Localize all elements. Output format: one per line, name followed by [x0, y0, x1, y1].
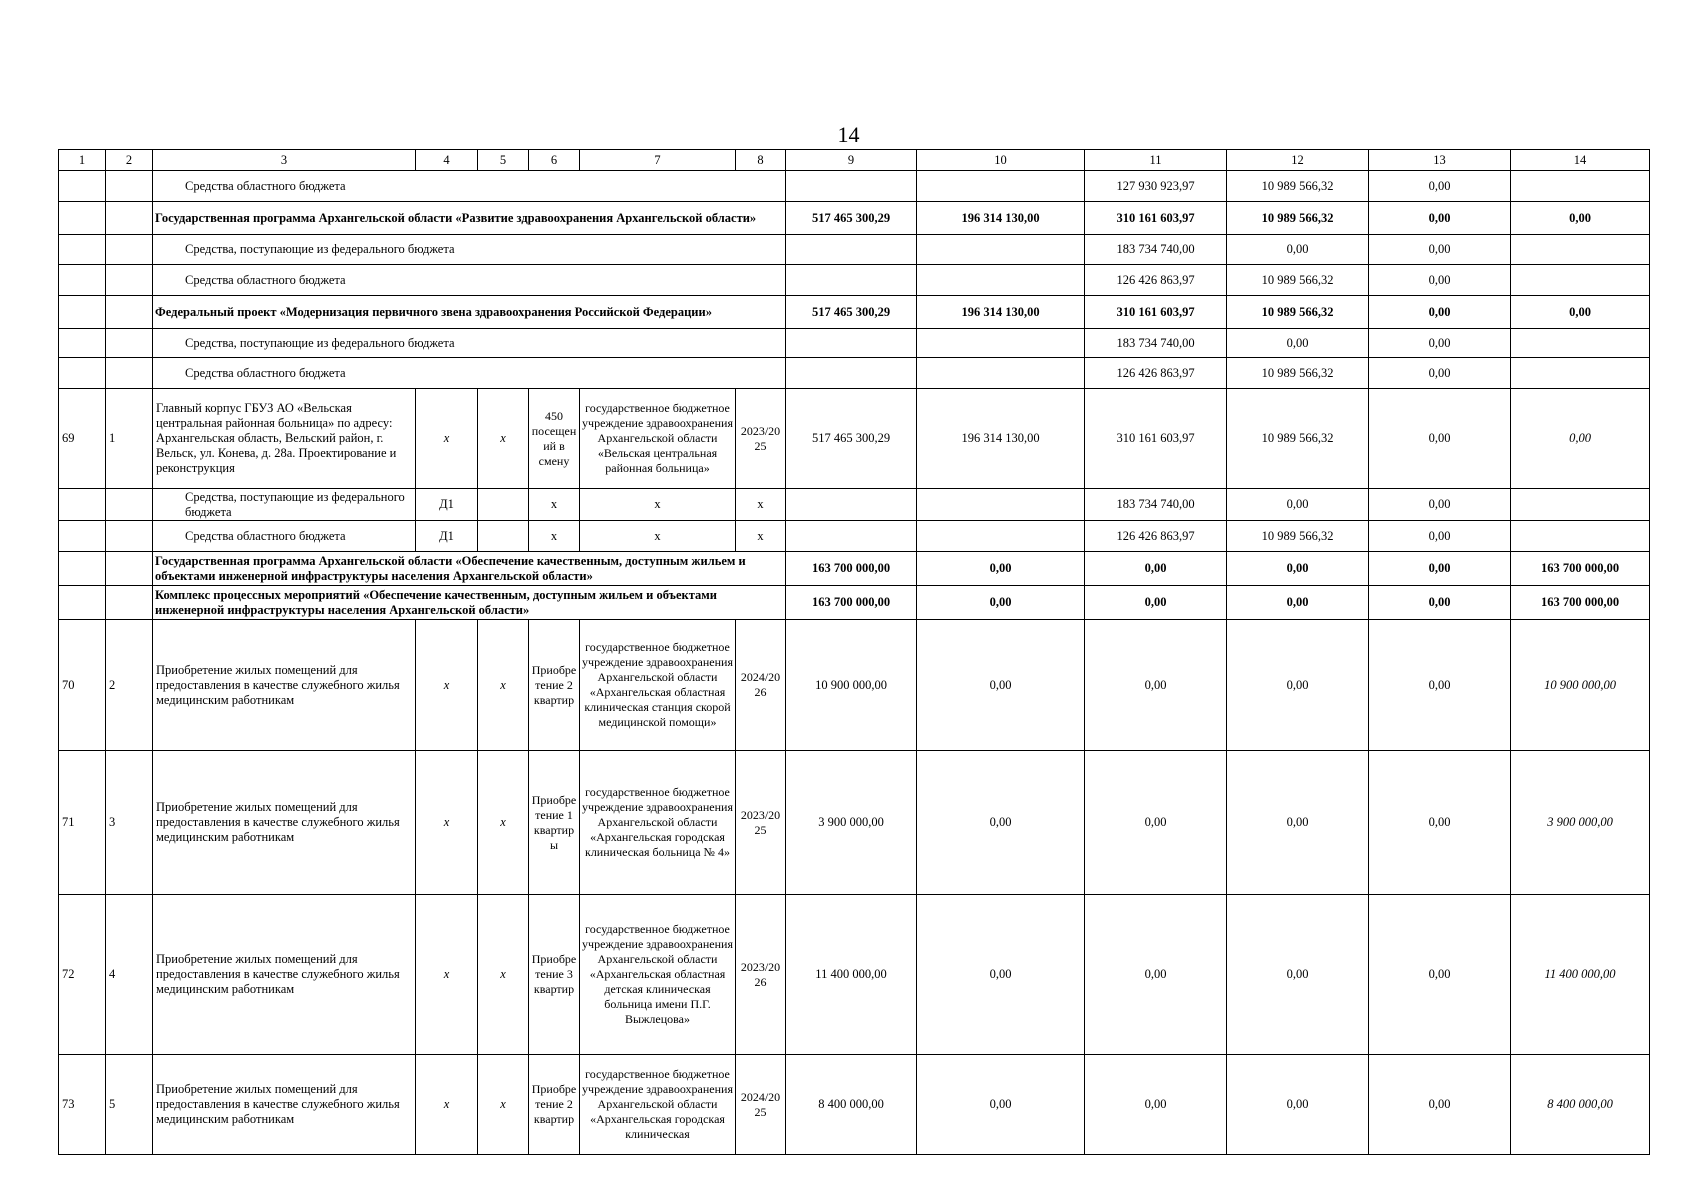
value-cell: 0,00 — [1227, 489, 1369, 521]
capacity: 450 посещений в смену — [529, 389, 580, 489]
value-cell: 3 900 000,00 — [786, 751, 917, 895]
value-cell: 163 700 000,00 — [786, 552, 917, 586]
item-number: 1 — [106, 389, 153, 489]
value-cell: 183 734 740,00 — [1085, 329, 1227, 358]
value-cell: 8 400 000,00 — [786, 1055, 917, 1155]
value-cell: 10 989 566,32 — [1227, 202, 1369, 235]
value-cell: 310 161 603,97 — [1085, 296, 1227, 329]
capacity: Приобретение 2 квартир — [529, 1055, 580, 1155]
value-cell: 3 900 000,00 — [1511, 751, 1650, 895]
header-cell: 1 — [59, 150, 106, 171]
value-cell: 0,00 — [1369, 235, 1511, 265]
header-cell: 3 — [153, 150, 416, 171]
header-row — [59, 150, 1650, 171]
value-cell: 0,00 — [917, 1055, 1085, 1155]
object-name: Приобретение жилых помещений для предоставления в качестве служебного жилья медицинским работникам — [153, 895, 416, 1055]
header-cell: 11 — [1085, 150, 1227, 171]
value-cell: 0,00 — [1085, 895, 1227, 1055]
value-cell: 0,00 — [1369, 751, 1511, 895]
header-cell: 6 — [529, 150, 580, 171]
row-label: Средства, поступающие из федерального бюджета — [153, 329, 786, 358]
value-cell: 0,00 — [1085, 552, 1227, 586]
value-cell: 183 734 740,00 — [1085, 235, 1227, 265]
value-cell: 0,00 — [1511, 389, 1650, 489]
row-number: 69 — [59, 389, 106, 489]
value-cell: 0,00 — [917, 895, 1085, 1055]
customer: государственное бюджетное учреждение здравоохранения Архангельской области «Архангельская областная детская клиническая больница имени П.Г. Выжлецова» — [580, 895, 736, 1055]
row-label: Государственная программа Архангельской области «Развитие здравоохранения Архангельской области» — [153, 202, 786, 235]
value-cell: 196 314 130,00 — [917, 296, 1085, 329]
object-name: Главный корпус ГБУЗ АО «Вельская центральная районная больница» по адресу: Архангельская область, Вельский район, г. Вельск, ул. Конева, д. 28а. Проектирование и реконструкция — [153, 389, 416, 489]
row-label: Средства, поступающие из федерального бюджета — [153, 235, 786, 265]
value-cell: 0,00 — [1227, 895, 1369, 1055]
value-cell: 0,00 — [1369, 265, 1511, 296]
value-cell: 127 930 923,97 — [1085, 171, 1227, 202]
table-row — [59, 329, 1650, 358]
object-name: Приобретение жилых помещений для предоставления в качестве служебного жилья медицинским работникам — [153, 751, 416, 895]
header-cell: 7 — [580, 150, 736, 171]
table-row: Средства, поступающие из федерального бюджета Д1 x x x 183 734 740,00 0,00 0,00 — [59, 489, 1650, 521]
value-cell: 0,00 — [1085, 586, 1227, 620]
object-name: Приобретение жилых помещений для предоставления в качестве служебного жилья медицинским работникам — [153, 620, 416, 751]
table-row: 71 3 Приобретение жилых помещений для предоставления в качестве служебного жилья медицинским работникам x x Приобретение 1 квартиры государственное бюджетное учреждение здравоохранения Архангельской области «Архангельская городская клиническая больница № 4» 2023/2025 3 900 000,00 0,00 0,00 0,00 0,00 3 900 000,00 — [59, 751, 1650, 895]
header-cell: 10 — [917, 150, 1085, 171]
value-cell: 0,00 — [1085, 620, 1227, 751]
header-cell: 5 — [478, 150, 529, 171]
value-cell: 0,00 — [1369, 552, 1511, 586]
customer: государственное бюджетное учреждение здравоохранения Архангельской области «Архангельская областная клиническая станция скорой медицинской помощи» — [580, 620, 736, 751]
value-cell: 310 161 603,97 — [1085, 389, 1227, 489]
value-cell: 196 314 130,00 — [917, 202, 1085, 235]
value-cell: 0,00 — [1227, 552, 1369, 586]
value-cell: 0,00 — [1369, 521, 1511, 552]
table-row — [59, 552, 1650, 586]
value-cell: 0,00 — [1511, 202, 1650, 235]
budget-table — [58, 149, 1650, 1155]
item-number: 3 — [106, 751, 153, 895]
period: 2023/2026 — [736, 895, 786, 1055]
value-cell: 517 465 300,29 — [786, 389, 917, 489]
table-row — [59, 171, 1650, 202]
value-cell: 0,00 — [1369, 489, 1511, 521]
value-cell: 0,00 — [1227, 329, 1369, 358]
object-name: Приобретение жилых помещений для предоставления в качестве служебного жилья медицинским работникам — [153, 1055, 416, 1155]
value-cell: 0,00 — [1227, 620, 1369, 751]
value-cell: 517 465 300,29 — [786, 202, 917, 235]
value-cell: 0,00 — [1227, 751, 1369, 895]
value-cell: 0,00 — [917, 620, 1085, 751]
row-label: Средства областного бюджета — [153, 521, 416, 552]
value-cell: 310 161 603,97 — [1085, 202, 1227, 235]
period: 2024/2026 — [736, 620, 786, 751]
table-row: 69 1 Главный корпус ГБУЗ АО «Вельская центральная районная больница» по адресу: Архангельская область, Вельский район, г. Вельск, ул. Конева, д. 28а. Проектирование и реконструкция x x 450 посещений в смену государственное бюджетное учреждение здравоохранения Архангельской области «Вельская центральная районная больница» 2023/2025 517 465 300,29 196 314 130,00 310 161 603,97 10 989 566,32 0,00 0,00 — [59, 389, 1650, 489]
value-cell: 0,00 — [1511, 296, 1650, 329]
header-cell: 8 — [736, 150, 786, 171]
customer: государственное бюджетное учреждение здравоохранения Архангельской области «Архангельская городская клиническая — [580, 1055, 736, 1155]
table-row — [59, 586, 1650, 620]
capacity: Приобретение 1 квартиры — [529, 751, 580, 895]
customer: государственное бюджетное учреждение здравоохранения Архангельской области «Вельская центральная районная больница» — [580, 389, 736, 489]
row-label: Средства областного бюджета — [153, 265, 786, 296]
value-cell: 10 900 000,00 — [1511, 620, 1650, 751]
value-cell: 0,00 — [1369, 329, 1511, 358]
value-cell: 0,00 — [1227, 586, 1369, 620]
period: 2023/2025 — [736, 389, 786, 489]
page-number: 14 — [837, 122, 860, 147]
value-cell: 0,00 — [1369, 171, 1511, 202]
item-number: 4 — [106, 895, 153, 1055]
value-cell: 0,00 — [1227, 235, 1369, 265]
value-cell: 10 989 566,32 — [1227, 171, 1369, 202]
value-cell: 0,00 — [1085, 751, 1227, 895]
capacity: Приобретение 2 квартир — [529, 620, 580, 751]
period: 2023/2025 — [736, 751, 786, 895]
table-row: 73 5 Приобретение жилых помещений для предоставления в качестве служебного жилья медицинским работникам x x Приобретение 2 квартир государственное бюджетное учреждение здравоохранения Архангельской области «Архангельская городская клиническая 2024/2025 8 400 000,00 0,00 0,00 0,00 0,00 8 400 000,00 — [59, 1055, 1650, 1155]
value-cell: 0,00 — [917, 552, 1085, 586]
header-cell: 13 — [1369, 150, 1511, 171]
value-cell: 0,00 — [1369, 389, 1511, 489]
value-cell: 0,00 — [1369, 296, 1511, 329]
value-cell: 11 400 000,00 — [786, 895, 917, 1055]
value-cell: 0,00 — [1369, 358, 1511, 389]
value-cell: 0,00 — [1369, 895, 1511, 1055]
row-label: Государственная программа Архангельской области «Обеспечение качественным, доступным жильем и объектами инженерной инфраструктуры населения Архангельской области» — [153, 552, 786, 586]
value-cell: 0,00 — [1369, 202, 1511, 235]
value-cell: 0,00 — [917, 586, 1085, 620]
value-cell: 10 989 566,32 — [1227, 389, 1369, 489]
value-cell: 10 989 566,32 — [1227, 265, 1369, 296]
value-cell: 126 426 863,97 — [1085, 358, 1227, 389]
value-cell: 10 989 566,32 — [1227, 521, 1369, 552]
row-label: Средства, поступающие из федерального бюджета — [153, 489, 416, 521]
value-cell: 183 734 740,00 — [1085, 489, 1227, 521]
item-number: 5 — [106, 1055, 153, 1155]
row-label: Средства областного бюджета — [153, 358, 786, 389]
table-row: 72 4 Приобретение жилых помещений для предоставления в качестве служебного жилья медицинским работникам x x Приобретение 3 квартир государственное бюджетное учреждение здравоохранения Архангельской области «Архангельская областная детская клиническая больница имени П.Г. Выжлецова» 2023/2026 11 400 000,00 0,00 0,00 0,00 0,00 11 400 000,00 — [59, 895, 1650, 1055]
customer: государственное бюджетное учреждение здравоохранения Архангельской области «Архангельская городская клиническая больница № 4» — [580, 751, 736, 895]
value-cell: 163 700 000,00 — [786, 586, 917, 620]
table-row — [59, 202, 1650, 235]
table-row: Средства областного бюджета Д1 x x x 126 426 863,97 10 989 566,32 0,00 — [59, 521, 1650, 552]
value-cell: 126 426 863,97 — [1085, 265, 1227, 296]
header-cell: 14 — [1511, 150, 1650, 171]
header-cell: 2 — [106, 150, 153, 171]
row-number: 71 — [59, 751, 106, 895]
table-row: 70 2 Приобретение жилых помещений для предоставления в качестве служебного жилья медицинским работникам x x Приобретение 2 квартир государственное бюджетное учреждение здравоохранения Архангельской области «Архангельская областная клиническая станция скорой медицинской помощи» 2024/2026 10 900 000,00 0,00 0,00 0,00 0,00 10 900 000,00 — [59, 620, 1650, 751]
header-cell: 4 — [416, 150, 478, 171]
row-number: 72 — [59, 895, 106, 1055]
table-row — [59, 265, 1650, 296]
item-number: 2 — [106, 620, 153, 751]
header-cell: 12 — [1227, 150, 1369, 171]
value-cell: 163 700 000,00 — [1511, 586, 1650, 620]
value-cell: 0,00 — [917, 751, 1085, 895]
row-label: Средства областного бюджета — [153, 171, 786, 202]
value-cell: 0,00 — [1369, 620, 1511, 751]
value-cell: 0,00 — [1369, 1055, 1511, 1155]
row-label: Комплекс процессных мероприятий «Обеспечение качественным, доступным жильем и объектами инженерной инфраструктуры населения Архангельской области» — [153, 586, 786, 620]
value-cell: 8 400 000,00 — [1511, 1055, 1650, 1155]
table-row — [59, 235, 1650, 265]
period: 2024/2025 — [736, 1055, 786, 1155]
value-cell: 196 314 130,00 — [917, 389, 1085, 489]
row-number: 73 — [59, 1055, 106, 1155]
row-label: Федеральный проект «Модернизация первичного звена здравоохранения Российской Федерации» — [153, 296, 786, 329]
value-cell: 0,00 — [1227, 1055, 1369, 1155]
value-cell: 126 426 863,97 — [1085, 521, 1227, 552]
value-cell: 163 700 000,00 — [1511, 552, 1650, 586]
value-cell: 517 465 300,29 — [786, 296, 917, 329]
table-row — [59, 296, 1650, 329]
table-row — [59, 358, 1650, 389]
value-cell: 10 989 566,32 — [1227, 296, 1369, 329]
value-cell: 11 400 000,00 — [1511, 895, 1650, 1055]
row-number: 70 — [59, 620, 106, 751]
capacity: Приобретение 3 квартир — [529, 895, 580, 1055]
header-cell: 9 — [786, 150, 917, 171]
value-cell: 0,00 — [1085, 1055, 1227, 1155]
value-cell: 10 989 566,32 — [1227, 358, 1369, 389]
value-cell: 10 900 000,00 — [786, 620, 917, 751]
value-cell: 0,00 — [1369, 586, 1511, 620]
